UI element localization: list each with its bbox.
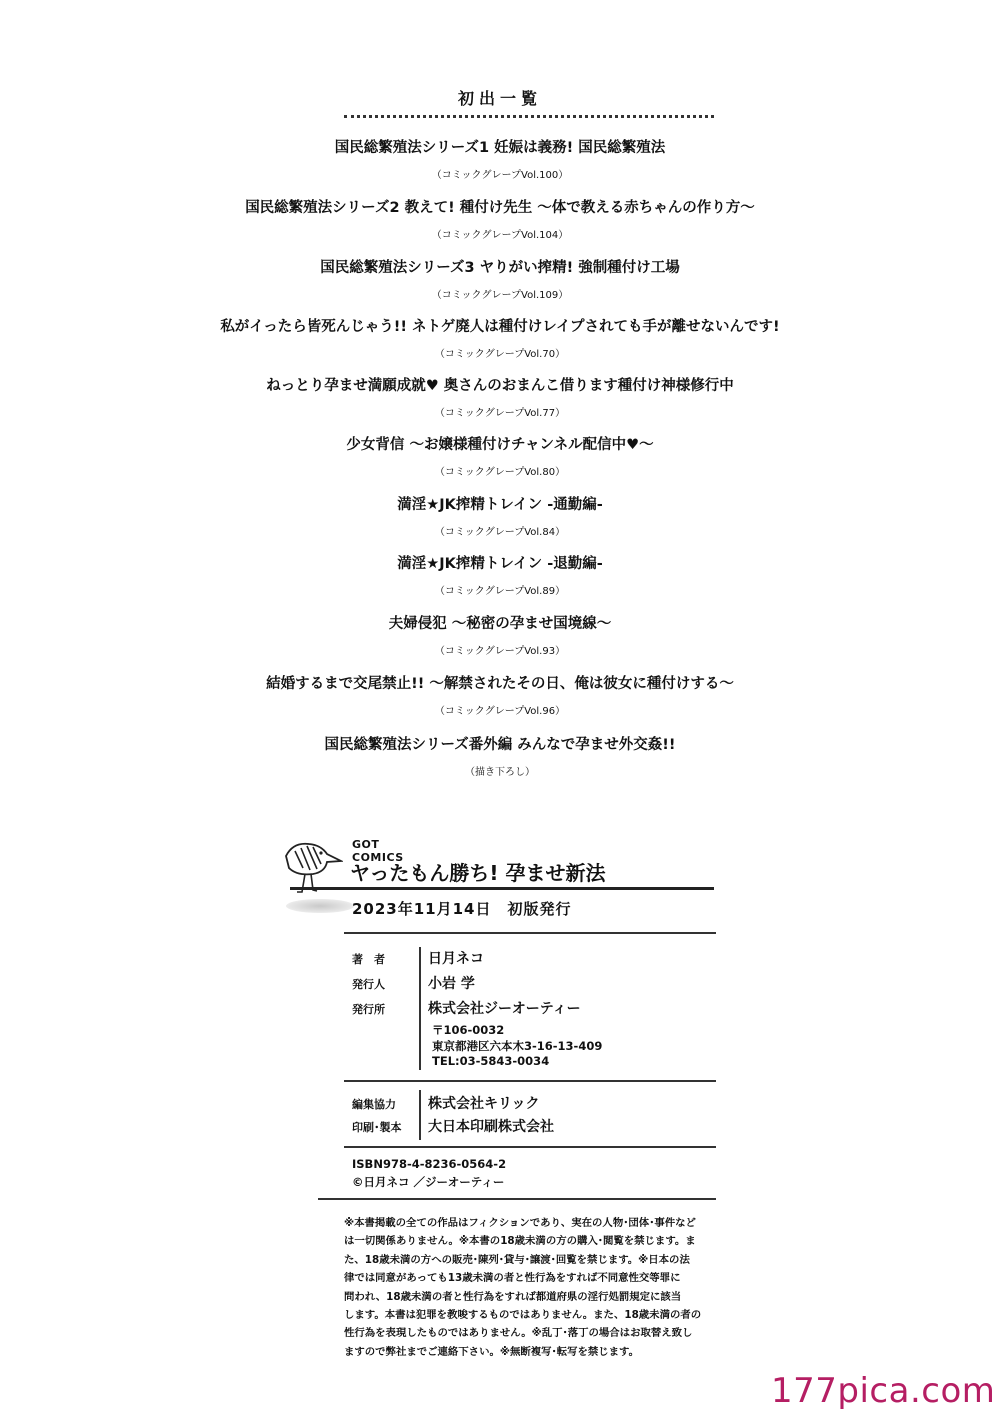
vertical-divider <box>419 1090 421 1140</box>
divider <box>318 1198 716 1200</box>
credit-label-publisher-person: 発行人 <box>352 978 385 991</box>
work-title: 夫婦侵犯 〜秘密の孕ませ国境線〜 <box>388 616 612 632</box>
work-source: （コミックグレープVol.109） <box>431 290 569 301</box>
work-title: 満淫★JK搾精トレイン -退勤編- <box>397 556 603 572</box>
book-title: ヤったもん勝ち! 孕ませ新法 <box>350 861 606 885</box>
vertical-divider <box>419 947 421 1070</box>
work-source: （コミックグレープVol.100） <box>431 170 569 181</box>
notice-line: します。本書は犯罪を教唆するものではありません。また、18歳未満の者の <box>344 1309 702 1322</box>
telephone: TEL:03-5843-0034 <box>432 1054 550 1068</box>
work-entry <box>0 433 1000 478</box>
divider <box>344 1080 716 1082</box>
work-source: （コミックグレープVol.96） <box>434 706 566 717</box>
author-name: 日月ネコ <box>428 951 484 967</box>
editing-company: 株式会社キリック <box>428 1096 540 1112</box>
notice-line: 問われ、18歳未満の者と性行為をすれば都道府県の淫行処罰規定に該当 <box>344 1290 682 1303</box>
address: 東京都港区六本木3-16-13-409 <box>432 1039 603 1053</box>
postal-code: 〒106-0032 <box>432 1023 505 1037</box>
work-title: 国民総繁殖法シリーズ3 ヤりがい搾精! 強制種付け工場 <box>320 260 680 276</box>
dotted-divider <box>344 115 714 118</box>
copyright: ©日月ネコ ／ジーオーティー <box>352 1175 505 1189</box>
legal-notice <box>344 1214 716 1361</box>
work-source: （コミックグレープVol.70） <box>434 349 566 360</box>
publish-date: 2023年11月14日 初版発行 <box>352 900 572 918</box>
work-source: （コミックグレープVol.104） <box>431 230 569 241</box>
work-source: （コミックグレープVol.93） <box>434 646 566 657</box>
work-entry <box>0 196 1000 241</box>
logo-shadow <box>286 899 354 913</box>
work-entry <box>0 612 1000 657</box>
work-entry <box>0 136 1000 181</box>
divider <box>344 932 716 934</box>
divider <box>344 1146 716 1148</box>
work-title: ねっとり孕ませ満願成就♥ 奥さんのおまんこ借ります種付け神様修行中 <box>266 378 734 394</box>
work-entry <box>0 315 1000 360</box>
work-title: 私がイったら皆死んじゃう!! ネトゲ廃人は種付けレイプされても手が離せないんです! <box>220 319 780 335</box>
work-source: （コミックグレープVol.77） <box>434 408 566 419</box>
work-title: 満淫★JK搾精トレイン -通勤編- <box>397 497 603 513</box>
work-title: 国民総繁殖法シリーズ1 妊娠は義務! 国民総繁殖法 <box>334 140 666 156</box>
printing-company: 大日本印刷株式会社 <box>428 1119 554 1135</box>
work-source: （描き下ろし） <box>465 767 535 778</box>
isbn: ISBN978-4-8236-0564-2 <box>352 1157 507 1171</box>
notice-line: 律では同意があっても13歳未満の者と性行為をすれば不同意性交等罪に <box>344 1272 681 1285</box>
credit-label-author: 著 者 <box>352 953 385 966</box>
work-title: 少女背信 〜お嬢様種付けチャンネル配信中♥〜 <box>346 437 654 453</box>
work-title: 国民総繁殖法シリーズ2 教えて! 種付け先生 〜体で教える赤ちゃんの作り方〜 <box>245 200 755 216</box>
label-got-comics: GOT COMICS <box>352 838 404 864</box>
title-underline <box>290 887 714 890</box>
work-entry <box>0 256 1000 301</box>
work-source: （コミックグレープVol.89） <box>434 586 566 597</box>
work-entry <box>0 672 1000 717</box>
work-source: （コミックグレープVol.80） <box>434 467 566 478</box>
publisher-name: 株式会社ジーオーティー <box>428 1001 581 1017</box>
publisher-person-name: 小岩 学 <box>428 976 475 992</box>
notice-line: た、18歳未満の方への販売･陳列･貸与･譲渡･回覧を禁じます。※日本の法 <box>344 1253 690 1266</box>
credit-label-publisher: 発行所 <box>352 1003 385 1016</box>
notice-line: ますので弊社までご連絡下さい。※無断複写･転写を禁じます。 <box>344 1345 640 1358</box>
work-title: 国民総繁殖法シリーズ番外編 みんなで孕ませ外交姦!! <box>324 737 676 753</box>
work-title: 結婚するまで交尾禁止!! 〜解禁されたその日、俺は彼女に種付けする〜 <box>266 676 734 692</box>
credit-label-printing: 印刷･製本 <box>352 1121 402 1134</box>
notice-line: ※本書掲載の全ての作品はフィクションであり、実在の人物･団体･事件など <box>344 1217 696 1229</box>
section-title: 初出一覧 <box>457 89 542 108</box>
credit-label-editing: 編集協力 <box>352 1098 396 1111</box>
work-entry <box>0 493 1000 538</box>
work-source: （コミックグレープVol.84） <box>434 527 566 538</box>
site-watermark: 177pica.com <box>771 1371 996 1411</box>
notice-line: は一切関係ありません。※本書の18歳未満の方の購入･閲覧を禁じます。ま <box>344 1235 696 1248</box>
work-entry <box>0 733 1000 778</box>
work-entry <box>0 374 1000 419</box>
work-entry <box>0 552 1000 597</box>
notice-line: 性行為を表現したものではありません。※乱丁･落丁の場合はお取替え致し <box>344 1327 693 1340</box>
